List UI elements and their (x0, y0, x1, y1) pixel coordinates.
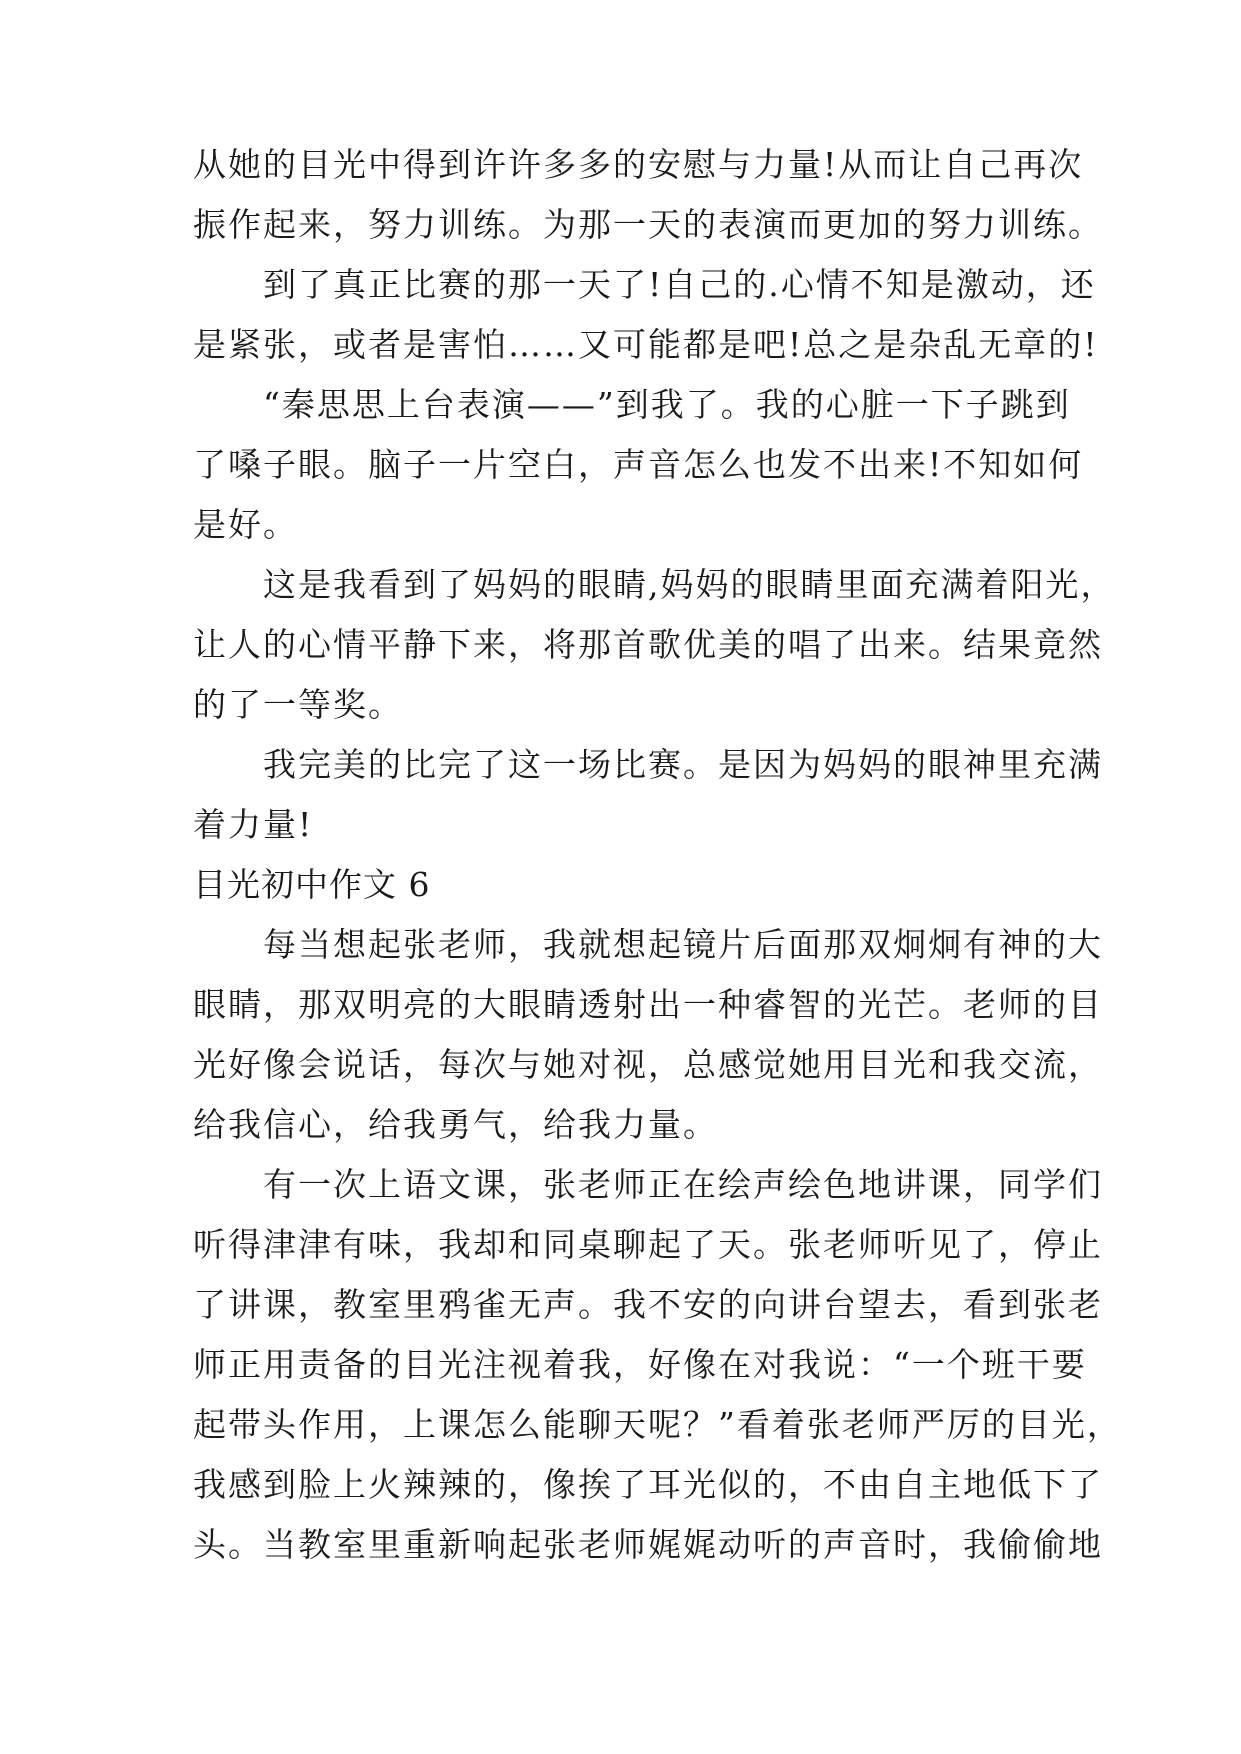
paragraph (193, 555, 1116, 735)
paragraph (193, 915, 1103, 1155)
text-line: 头。当教室里重新响起张老师娓娓动听的声音时，我偷偷地 (193, 1525, 1103, 1564)
text-line: 了嗓子眼。脑子一片空白，声音怎么也发不出来!不知如何 (193, 445, 1084, 484)
text-line: 每当想起张老师，我就想起镜片后面那双炯炯有神的大 (193, 925, 1103, 964)
text-line: 有一次上语文课，张老师正在绘声绘色地讲课，同学们 (193, 1165, 1103, 1204)
paragraph (193, 735, 1103, 855)
text-line: 光好像会说话，每次与她对视，总感觉她用目光和我交流， (193, 1045, 1103, 1084)
text-line: 这是我看到了妈妈的眼睛,妈妈的眼睛里面充满着阳光， (193, 565, 1116, 604)
paragraphs-after (193, 915, 1122, 1575)
text-line: 是紧张，或者是害怕……又可能都是吧!总之是杂乱无章的! (193, 325, 1099, 364)
text-line: 我完美的比完了这一场比赛。是因为妈妈的眼神里充满 (193, 745, 1103, 784)
text-line: 从她的目光中得到许许多多的安慰与力量!从而让自己再次 (193, 145, 1084, 184)
paragraph (193, 1155, 1122, 1575)
text-line: 给我信心，给我勇气，给我力量。 (193, 1105, 718, 1144)
paragraphs-before (193, 135, 1116, 855)
text-line: “秦思思上台表演——”到我了。我的心脏一下子跳到 (193, 385, 1071, 424)
text-line: 到了真正比赛的那一天了!自己的.心情不知是激动，还 (193, 265, 1096, 304)
section-title: 目光初中作文 6 (193, 865, 431, 904)
paragraph (193, 255, 1099, 375)
text-line: 是好。 (193, 505, 298, 544)
text-line: 师正用责备的目光注视着我，好像在对我说：“一个班干要 (193, 1345, 1087, 1384)
paragraph (193, 135, 1103, 255)
text-line: 着力量! (193, 805, 314, 844)
text-line: 的了一等奖。 (193, 685, 403, 724)
text-line: 眼睛，那双明亮的大眼睛透射出一种睿智的光芒。老师的目 (193, 985, 1103, 1024)
document-page (193, 135, 1122, 1575)
text-line: 听得津津有味，我却和同桌聊起了天。张老师听见了，停止 (193, 1225, 1103, 1264)
text-line: 我感到脸上火辣辣的，像挨了耳光似的，不由自主地低下了 (193, 1465, 1103, 1504)
text-line: 起带头作用，上课怎么能聊天呢？”看着张老师严厉的目光， (193, 1405, 1122, 1444)
text-line: 了讲课，教室里鸦雀无声。我不安的向讲台望去，看到张老 (193, 1285, 1103, 1324)
text-line: 让人的心情平静下来，将那首歌优美的唱了出来。结果竟然 (193, 625, 1103, 664)
text-line: 振作起来，努力训练。为那一天的表演而更加的努力训练。 (193, 205, 1103, 244)
paragraph (193, 375, 1084, 555)
